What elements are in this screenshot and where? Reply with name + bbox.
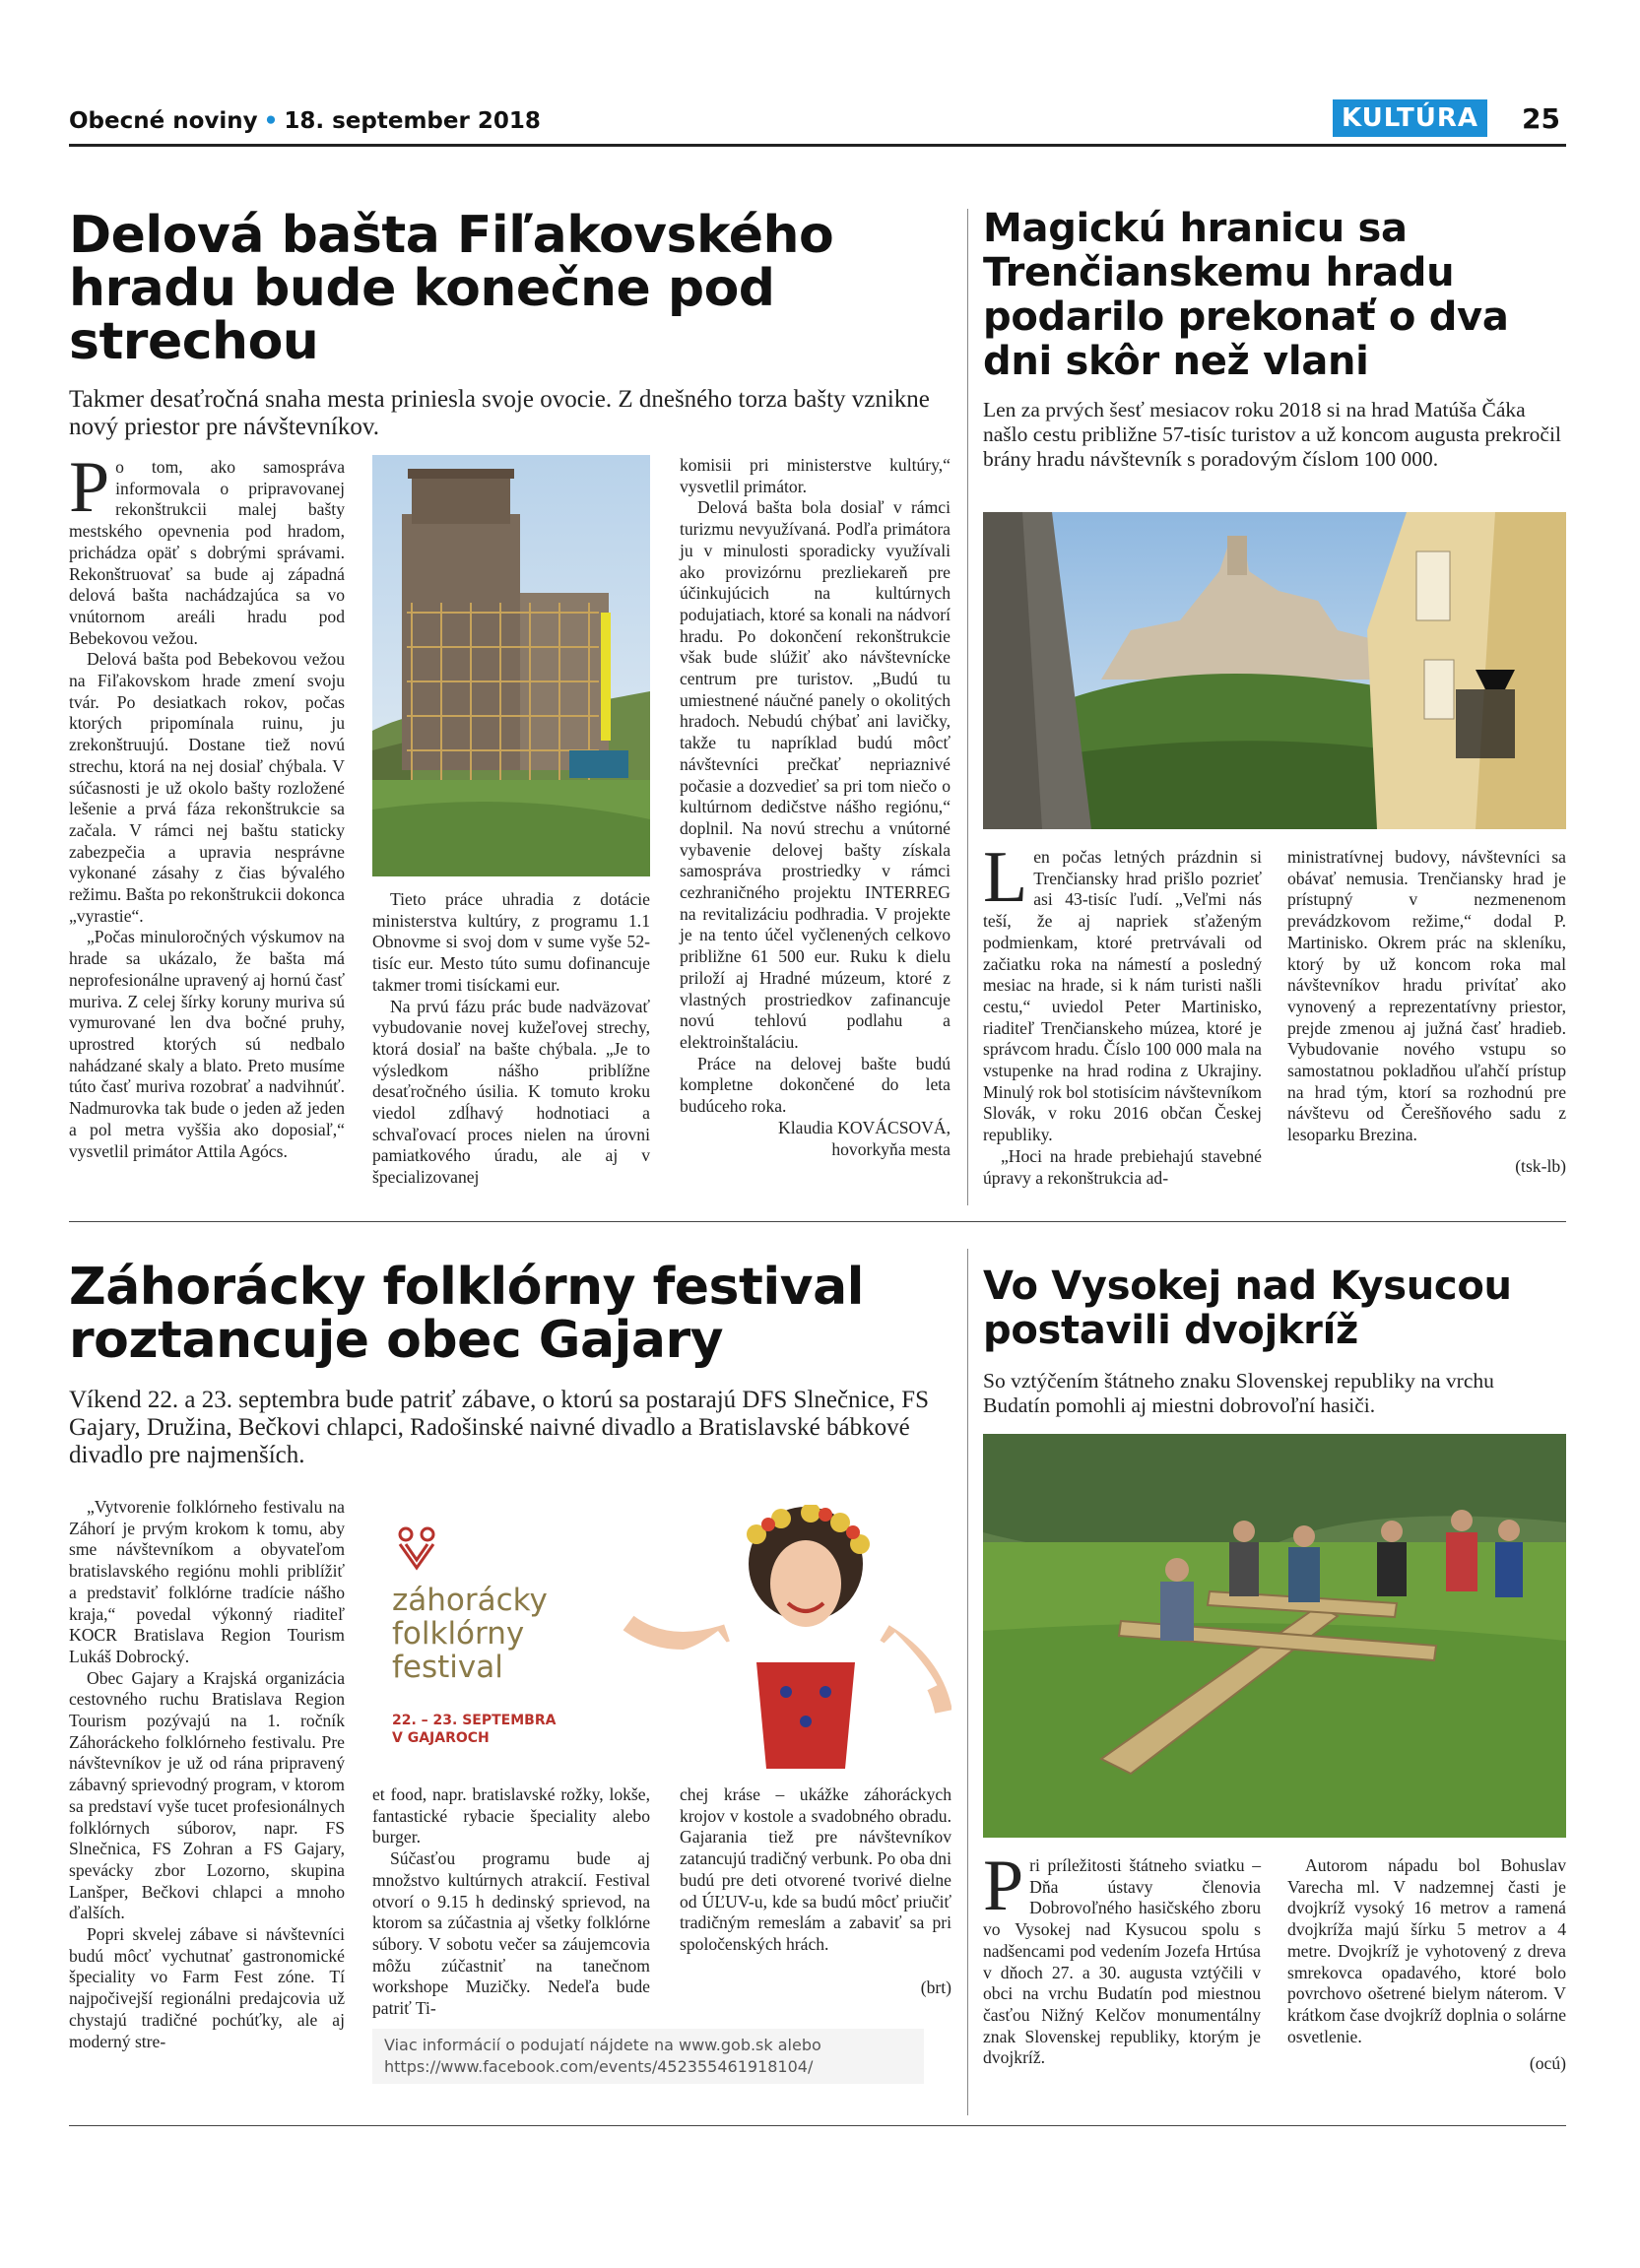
more-info-text: Viac informácií o podujatí nájdete na www.gob.sk alebo (384, 2036, 821, 2054)
paragraph: chej kráse – ukážke záhoráckych krojov v kostole a svadobného obradu. Gajarania tiež pre návštevníkov zatancujú tradičný verbunk. Po oba dni budú pre deti otvorené tvorivé dielne od ÚĽUV-u, kde sa budú môcť priučiť tradičným remeslám a zabaviť sa pri spoločenských hrách. (680, 1784, 951, 1954)
masthead (69, 108, 541, 134)
section-label: KULTÚRA (1333, 99, 1487, 137)
poster-title-line: folklórny (392, 1616, 525, 1652)
poster-place-line: V GAJAROCH (392, 1730, 490, 1746)
paragraph: Súčasťou programu bude aj množstvo kultúrnych atrakcií. Festival otvorí o 9.15 h dedinský sprievod, na ktorom sa zúčastnia aj všetky folklórne súbory. V sobotu večer sa záujemcovia môžu zúčastniť na tanečnom workshope Muzičky. Nedeľa bude patriť Ti- (372, 1848, 650, 2019)
article-title: Vo Vysokej nad Kysucou postavili dvojkríž (983, 1264, 1512, 1353)
paragraph: „Hoci na hrade prebiehajú stavebné úpravy a rekonštrukcia ad- (983, 1145, 1262, 1188)
column-divider (967, 1249, 968, 2115)
paragraph: Popri skvelej zábave si návštevníci budú môcť vychutnať gastronomické špeciality vo Farm Fest zóne. Tí najpočivejší regionálni predajcovia už chystajú tradičné pochúťky, ale aj moderný stre- (69, 1924, 345, 2051)
author-name: Klaudia KOVÁCSOVÁ, (778, 1117, 951, 1137)
paragraph: Autorom nápadu bol Bohuslav Varecha ml. V nadzemnej časti je dvojkríž vysoký 16 metrov a ramená dvojkríža majú šírku 5 metrov a 4 metre. Dvojkríž je vyhotovený z dreva smrekovca opadavého, ktoré bolo povrchovo ošetrené bielym náterom. V krátkom čase dvojkríž doplnia o solárne osvetlenie. (1287, 1855, 1566, 2046)
article-column (1287, 847, 1566, 1178)
paragraph: komisii pri ministerstve kultúry,“ vysvetlil primátor. (680, 455, 951, 496)
paragraph: Na prvú fázu prác bude nadväzovať vybudovanie novej kužeľovej strechy, ktorá dosiaľ na bašte chýbala. „Je to výsledkom nášho priblížne desaťročného úsilia. K tomuto kroku viedol zdĺhavý hodnotiaci a schvaľovací proces nielen na úrovni pamiatkového úradu, ale aj v špecializovanej (372, 996, 650, 1188)
paragraph: Práce na delovej bašte budú kompletne dokončené do leta budúceho roka. (680, 1053, 951, 1117)
article-column (680, 1784, 951, 1998)
poster-title-line: festival (392, 1650, 503, 1685)
article-title: Záhorácky folklórny festival roztancuje obec Gajary (69, 1258, 864, 1370)
paper-name: Obecné noviny (69, 108, 258, 134)
paragraph: „Počas minuloročných výskumov na hrade sa ukázalo, že bašta má neprofesionálne upravený aj hornú časť muriva. Z celej šírky koruny muriva sú vymurované len dva bočné pruhy, uprostred ktorých sú nedbalo nahádzané skaly a blato. Preto musíme túto časť muriva rozobrať a nadvihnúť. Nadmurovka tak bude o jeden až jeden a pol metra vyššia ako doposiaľ,“ vysvetlil primátor Attila Agócs. (69, 927, 345, 1161)
castle-bastion-photo (372, 455, 650, 876)
article-lead: Víkend 22. a 23. septembra bude patriť zábave, o ktorú sa postarajú DFS Slnečnice, FS Gajary, Družina, Bečkovi chlapci, Radošinské naivné divadlo a Bratislavské bábkové divadlo pre najmenších. (69, 1387, 929, 1468)
paragraph: Obec Gajary a Krajská organizácia cestovného ruchu Bratislava Region Tourism pozývajú na 1. ročník Záhoráckeho folklórneho festivalu. Pre návštevníkov je už od rána pripravený zábavný sprievodný program, v ktorom sa predstaví vyše tucet profesionálnych folklórnych súborov, napr. FS Slnečnica, FS Zohran a FS Gajary, spevácky zbor Lozorno, skupina Lanšper, Bečkovi chlapci a mnoho ďalších. (69, 1667, 345, 1923)
double-cross-photo (983, 1434, 1566, 1838)
paragraph: o tom, ako samospráva informovala o pripravovanej rekonštrukcii malej bašty mestského opevnenia pod hradom, prichádza opäť s dobrými správami. Rekonštruovať sa bude aj západná delová bašta nachádzajúca sa vo vnútornom areáli hradu pod Bebekovou vežou. (69, 457, 345, 648)
article-lead: Takmer desaťročná snaha mesta priniesla svoje ovocie. Z dnešného torza bašty vznikne nový priestor pre návštevníkov. (69, 386, 930, 440)
article-column (372, 1784, 650, 2020)
article-column (1287, 1855, 1566, 2075)
author-role: hovorkyňa mesta (831, 1138, 951, 1159)
article-lead: So vztýčením štátneho znaku Slovenskej republiky na vrchu Budatín pomohli aj miestni dobrovoľní hasiči. (983, 1369, 1494, 1417)
poster-date-line: 22. – 23. SEPTEMBRA (392, 1713, 557, 1728)
drop-cap: P (983, 1846, 1024, 1926)
article-column (69, 447, 345, 1162)
event-link[interactable]: https://www.facebook.com/events/452355461918104/ (384, 2057, 814, 2076)
poster-title (392, 1584, 548, 1684)
paragraph: en počas letných prázdnin si Trenčiansky hrad prišlo pozrieť asi 43-tisíc ľudí. „Veľmi nás teší, že aj napriek sťaženým podmienkam, ktoré pretrvávali od začiatku roka na námestí a posledný mesiac na hrade, si k nám turisti našli cestu,“ uviedol Peter Martinisko, riaditeľ Trenčianskeho múzea, ktoré je správcom hradu. Číslo 100 000 mala na vstupenke na hrad rodina z Ukrajiny. Minulý rok bol stotisícim návštevníkom Slovák, v roku 2016 občan Českej republiky. (983, 847, 1262, 1145)
more-info-box (372, 2029, 924, 2084)
paragraph: et food, napr. bratislavské rožky, lokše, fantastické rybacie špeciality alebo burger. (372, 1784, 650, 1847)
article-title: Delová bašta Fiľakovského hradu bude konečne pod strechou (69, 206, 834, 371)
poster-title-line: záhorácky (392, 1583, 548, 1618)
separator-dot: • (263, 108, 279, 134)
drop-cap: L (983, 837, 1028, 918)
article-column (680, 455, 951, 1160)
paragraph: Delová bašta pod Bebekovou vežou na Fiľakovskom hrade zmení svoju tvár. Po desiatkach rokov, počas ktorých pripomínala ruinu, ju zrekonštruujú. Dostane tiež novú strechu, ktorá na nej dosiaľ chýbala. V súčasnosti je už okolo bašty rozložené lešenie a prvá fáza rekonštrukcie sa začala. V rámci nej baštu staticky zabezpečia a upravia nesprávne vykonané zásahy z čias bývalého režimu. Bašta po rekonštrukcii dokonca „vyrastie“. (69, 649, 345, 926)
author-credit: (brt) (920, 1976, 951, 1997)
paragraph: Delová bašta bola dosiaľ v rámci turizmu nevyužívaná. Podľa primátora ju v minulosti sporadicky využívali ako provizórnu prezliekareň pre účinkujúcich na kultúrnych podujatiach, ktoré sa konali na nádvorí hradu. Po dokončení rekonštrukcie však bude slúžiť ako návštevnícke centrum pre turistov. „Budú tu umiestnené náučné panely o okolitých hradoch. Nebudú chýbať ani lavičky, takže tu napríklad budú môcť návštevníci prečkať nepriaznivé počasie a dozvedieť sa pri tom niečo o kultúrnom dedičstve nášho regiónu,“ doplnil. Na novú strechu a vnútorné vybavenie delovej bašty získala samospráva prostriedky v rámci cezhraničného projektu INTERREG na revitalizáciu podhradia. V projekte je na tento účel vyčlenených celkovo približne 61 500 eur. Ruku k dielu priloží aj Hradné múzeum, ktoré z vlastných prostriedkov zafinancuje novú tehlovú podlahu a elektroinštaláciu. (680, 497, 951, 1052)
paragraph: ri príležitosti štátneho sviatku – Dňa ústavy členovia Dobrovoľného hasičského zboru vo Vysokej nad Kysucou spolu s nadšencami pod vedením Jozefa Hrtúsa v dňoch 27. a 30. augusta vztýčili v obci na vrchu Budatín pod miestnou časťou Nižný Kelčov monumentálny znak Slovenskej republiky, ktorým je dvojkríž. (983, 1855, 1261, 2068)
column-divider (967, 209, 968, 1205)
footer-rule (69, 2125, 1566, 2126)
header-rule (69, 144, 1566, 147)
article-column (983, 1846, 1261, 2069)
paragraph: Tieto práce uhradia z dotácie ministerstva kultúry, z programu 1.1 Obnovme si svoj dom v sume vyše 52-tisíc eur. Mesto túto sumu dofinancuje takmer tromi tisíckami eur. (372, 889, 650, 995)
issue-date: 18. september 2018 (284, 108, 541, 134)
author-credit: (ocú) (1529, 2053, 1566, 2074)
dancer-illustration (609, 1505, 951, 1769)
article-title: Magickú hranicu sa Trenčianskemu hradu podarilo prekonať o dva dni skôr než vlani (983, 206, 1509, 384)
section-divider (69, 1221, 1566, 1222)
trencin-castle-photo (983, 512, 1566, 829)
article-column (983, 837, 1262, 1189)
festival-logo-icon (392, 1524, 441, 1574)
article-lead: Len za prvých šesť mesiacov roku 2018 si na hrad Matúša Čáka našlo cestu približne 57-tisíc turistov a už koncom augusta prekročil brány hradu návštevník s poradovým číslom 100 000. (983, 398, 1561, 471)
article-column (372, 889, 650, 1189)
author-credit: (tsk-lb) (1515, 1155, 1566, 1176)
paragraph: ministratívnej budovy, návštevníci sa obávať nemusia. Trenčiansky hrad je prístupný v nezmenenom prevádzkovom režime,“ dodal P. Martinisko. Okrem prác na skleníku, ktorý by už koncom roka mal návštevníkov hradu privítať ako vynovený a reprezentatívny priestor, prejde zmenou aj južná časť hradieb. Vybudovanie nového vstupu so samostatnou pokladňou uľahčí prístup na hrad tým, ktorí sa rozhodnú pre návštevu od Čerešňového sadu z lesoparku Brezina. (1287, 847, 1566, 1145)
article-column (69, 1497, 345, 2052)
page-number: 25 (1522, 102, 1560, 135)
poster-date (392, 1712, 556, 1747)
paragraph: „Vytvorenie folklórneho festivalu na Záhorí je prvým krokom k tomu, aby sme návštevníkom a obyvateľom bratislavského regiónu mohli priblížiť a predstaviť folklórne tradície nášho kraja,“ povedal výkonný riaditeľ KOCR Bratislava Region Tourism Lukáš Dobrocký. (69, 1497, 345, 1666)
festival-poster (372, 1505, 951, 1769)
drop-cap: P (69, 447, 110, 528)
